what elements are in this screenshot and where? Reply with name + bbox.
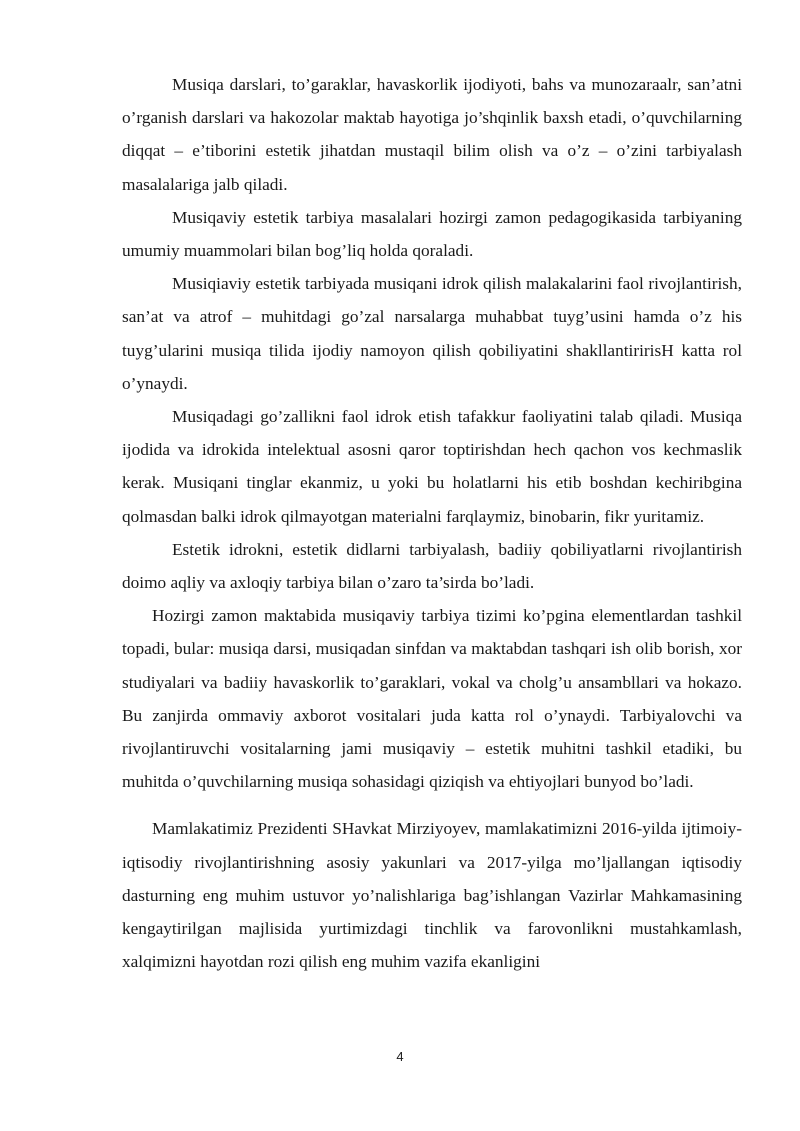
- paragraph-7: Mamlakatimiz Prezidenti SHavkat Mirziyoyev, mamlakatimizni 2016-yilda ijtimoiy-iqtisodiy rivojlantirishning asosiy yakunlari va 2017-yilga mo’ljallangan iqtisodiy dasturning eng muhim ustuvor yo’nalishlariga bag’ishlangan Vazirlar Mahkamasining kengaytirilgan majlisida yurtimizdagi tinchlik va farovonlikni mustahkamlash, xalqimizni hayotdan rozi qilish eng muhim vazifa ekanligini: [122, 819, 742, 972]
- document-body: [122, 68, 742, 978]
- paragraph-4: Musiqadagi go’zallikni faol idrok etish tafakkur faoliyatini talab qiladi. Musiqa ijodida va idrokida intelektual asosni qaror toptirishdan hech qachon vos kechmaslik kerak. Musiqani tinglar ekanmiz, u yoki bu holatlarni his etib boshdan kechiribgina qolmasdan balki idrok qilmayotgan materialni farqlaymiz, binobarin, fikr yuritamiz.: [122, 407, 742, 526]
- paragraph-3: Musiqiaviy estetik tarbiyada musiqani idrok qilish malakalarini faol rivojlantirish, san’at va atrof – muhitdagi go’zal narsalarga muhabbat tuyg’usini hamda o’z his tuyg’ularini musiqa tilida ijodiy namoyon qilish qobiliyatini shakllantiririsH katta rol o’ynaydi.: [122, 274, 742, 393]
- paragraph-6: Hozirgi zamon maktabida musiqaviy tarbiya tizimi ko’pgina elementlardan tashkil topadi, bular: musiqa darsi, musiqadan sinfdan va maktabdan tashqari ish olib borish, xor studiyalari va badiiy havaskorlik to’garaklari, vokal va cholg’u ansambllari va hokazo. Bu zanjirda ommaviy axborot vositalari juda katta rol o’ynaydi. Tarbiyalovchi va rivojlantiruvchi vositalarning jami musiqaviy – estetik muhitni tashkil etadiki, bu muhitda o’quvchilarning musiqa sohasidagi qiziqish va ehtiyojlari bunyod bo’ladi.: [122, 606, 742, 792]
- paragraph-2: Musiqaviy estetik tarbiya masalalari hozirgi zamon pedagogikasida tarbiyaning umumiy muammolari bilan bog’liq holda qoraladi.: [122, 207, 742, 261]
- paragraph-1: Musiqa darslari, to’garaklar, havaskorlik ijodiyoti, bahs va munozaraalr, san’atni o’rganish darslari va hakozolar maktab hayotiga jo’shqinlik baxsh etadi, o’quvchilarning diqqat – e’tiborini estetik jihatdan mustaqil bilim olish va o’z – o’zini tarbiyalash masalalariga jalb qiladi.: [122, 75, 742, 194]
- paragraph-5: Estetik idrokni, estetik didlarni tarbiyalash, badiiy qobiliyatlarni rivojlantirish doimo aqliy va axloqiy tarbiya bilan o’zaro ta’sirda bo’ladi.: [122, 539, 742, 593]
- page-number: 4: [396, 1049, 404, 1064]
